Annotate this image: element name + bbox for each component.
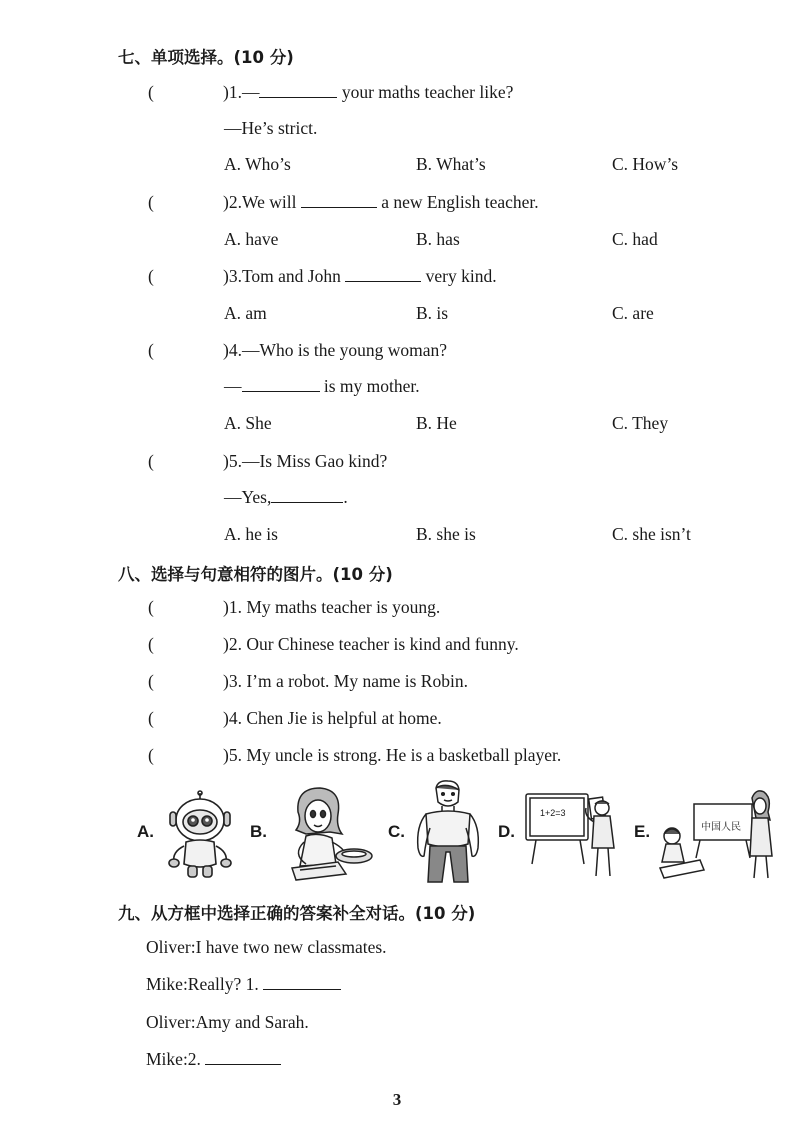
question-7-4-reply: — is my mother.	[224, 376, 420, 396]
page-number: 3	[392, 1090, 402, 1109]
girl-washing-dishes-icon	[276, 784, 376, 884]
answer-blank[interactable]	[259, 82, 337, 98]
question-7-1-reply: —He’s strict.	[224, 118, 318, 138]
question-7-1: ( )1.— your maths teacher like?	[148, 82, 514, 102]
list-item: ( )5. My uncle is strong. He is a basketball player.	[148, 745, 562, 765]
option-a[interactable]: A. am	[224, 303, 267, 323]
answer-blank[interactable]	[205, 1049, 281, 1065]
answer-blank[interactable]	[271, 487, 343, 503]
answer-blank[interactable]	[301, 192, 377, 208]
question-7-2: ( )2.We will a new English teacher.	[148, 192, 539, 212]
section-8-title: 八、选择与句意相符的图片。(10 分)	[118, 565, 393, 584]
option-c[interactable]: C. had	[612, 229, 658, 249]
robot-icon	[160, 790, 242, 882]
option-c[interactable]: C. are	[612, 303, 654, 323]
section-7-title: 七、单项选择。(10 分)	[118, 48, 294, 67]
question-7-4: ( )4.—Who is the young woman?	[148, 340, 448, 360]
option-b[interactable]: B. is	[416, 303, 449, 323]
list-item: ( )2. Our Chinese teacher is kind and funny.	[148, 634, 519, 654]
chinese-teacher-icon	[656, 786, 774, 882]
option-c[interactable]: C. she isn’t	[612, 524, 691, 544]
question-7-5-reply: —Yes, .	[224, 487, 348, 507]
strong-man-icon	[408, 778, 486, 888]
picture-label-e: E.	[634, 822, 651, 841]
list-item: ( )4. Chen Jie is helpful at home.	[148, 708, 442, 728]
answer-blank[interactable]	[345, 266, 421, 282]
picture-label-b: B.	[250, 822, 267, 841]
dialogue-line: Mike:2.	[146, 1049, 281, 1070]
option-b[interactable]: B. she is	[416, 524, 476, 544]
option-b[interactable]: B. has	[416, 229, 460, 249]
option-a[interactable]: A. She	[224, 413, 272, 433]
question-7-5: ( )5.—Is Miss Gao kind?	[148, 451, 388, 471]
answer-blank[interactable]	[242, 376, 320, 392]
picture-label-d: D.	[498, 822, 515, 841]
board-text: 1+2=3	[540, 808, 566, 818]
board-text: 中国人民	[701, 822, 741, 833]
option-c[interactable]: C. How’s	[612, 154, 679, 174]
list-item: ( )3. I’m a robot. My name is Robin.	[148, 671, 468, 691]
option-b[interactable]: B. What’s	[416, 154, 486, 174]
question-7-3: ( )3.Tom and John very kind.	[148, 266, 497, 286]
dialogue-line: Mike:Really? 1.	[146, 974, 341, 995]
option-a[interactable]: A. Who’s	[224, 154, 291, 174]
dialogue-line: Oliver:I have two new classmates.	[146, 937, 387, 957]
picture-label-a: A.	[137, 822, 154, 841]
maths-teacher-icon	[522, 786, 622, 886]
picture-label-c: C.	[388, 822, 405, 841]
list-item: ( )1. My maths teacher is young.	[148, 597, 441, 617]
option-a[interactable]: A. he is	[224, 524, 278, 544]
option-c[interactable]: C. They	[612, 413, 669, 433]
dialogue-line: Oliver:Amy and Sarah.	[146, 1012, 309, 1032]
section-9-title: 九、从方框中选择正确的答案补全对话。(10 分)	[118, 904, 476, 923]
option-a[interactable]: A. have	[224, 229, 279, 249]
option-b[interactable]: B. He	[416, 413, 457, 433]
answer-blank[interactable]	[263, 974, 341, 990]
